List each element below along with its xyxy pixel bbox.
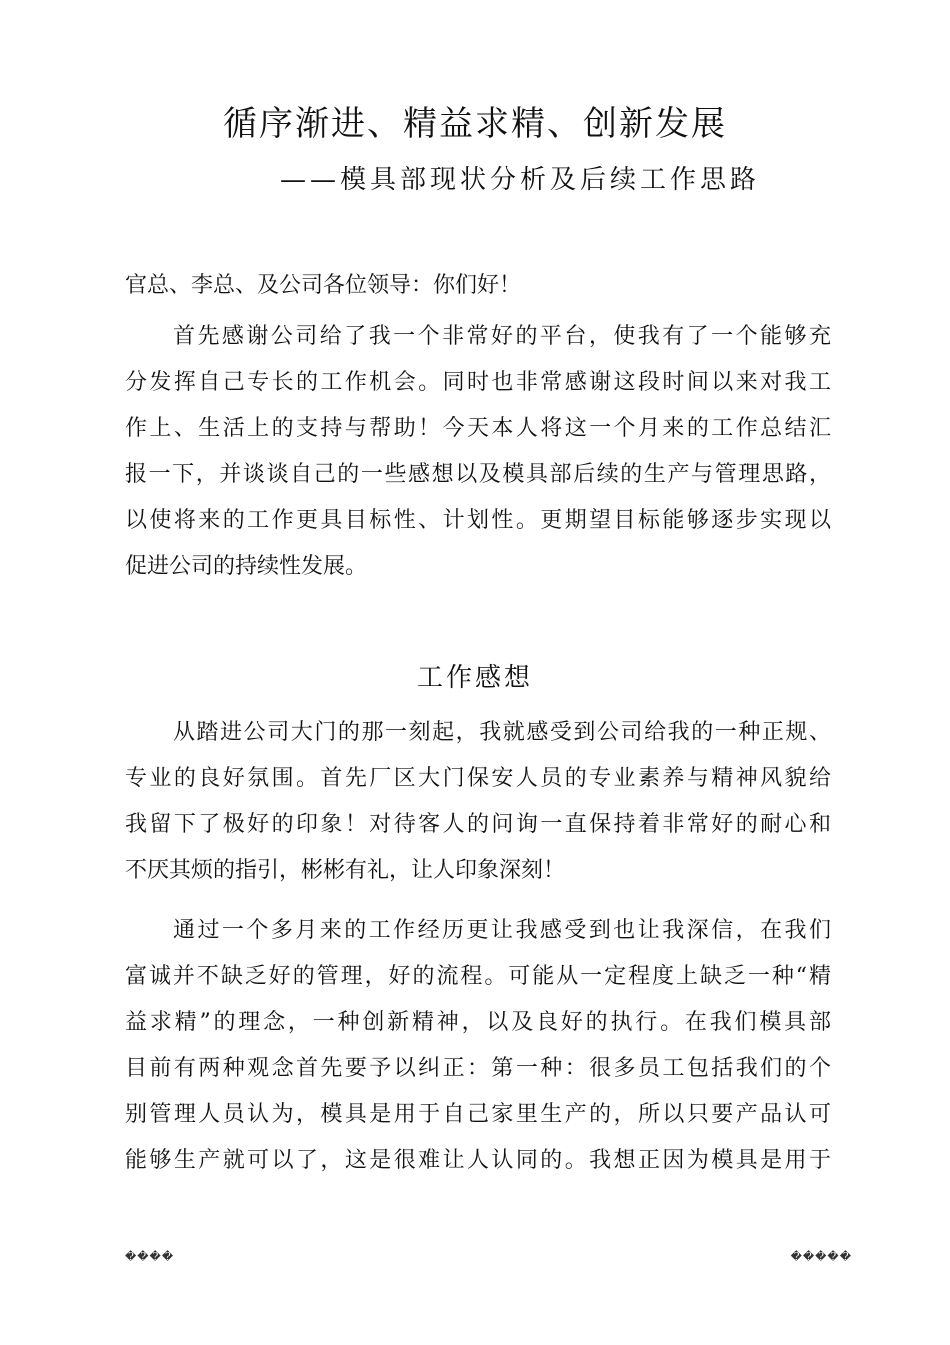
document-title: 循序渐进、精益求精、创新发展 <box>223 104 727 144</box>
footer-left-text: ���� <box>125 1250 175 1263</box>
intro-paragraph <box>125 314 831 590</box>
paragraph-line: 益求精”的理念，一种创新精神，以及良好的执行。在我们模具部 <box>125 1010 831 1035</box>
intro-line: 促进公司的持续性发展。 <box>125 554 368 579</box>
paragraph-line: 富诚并不缺乏好的管理，好的流程。可能从一定程度上缺乏一种“精 <box>125 964 831 989</box>
intro-line: 作上、生活上的支持与帮助！今天本人将这一个月来的工作总结汇 <box>125 416 831 441</box>
document-subtitle: ——模具部现状分析及后续工作思路 <box>279 165 760 195</box>
paragraph-line: 专业的良好氛围。首先厂区大门保安人员的专业素养与精神风貌给 <box>125 766 831 791</box>
section-title: 工作感想 <box>416 663 533 693</box>
intro-line: 报一下，并谈谈自己的一些感想以及模具部后续的生产与管理思路， <box>125 462 831 487</box>
footer-right-text: ����� <box>790 1250 852 1263</box>
paragraph-line: 通过一个多月来的工作经历更让我感受到也让我深信，在我们 <box>173 918 831 943</box>
paragraph-line: 目前有两种观念首先要予以纠正：第一种：很多员工包括我们的个 <box>125 1056 831 1081</box>
paragraph-line: 我留下了极好的印象！对待客人的问询一直保持着非常好的耐心和 <box>125 812 831 837</box>
salutation: 官总、李总、及公司各位领导：你们好！ <box>125 273 522 298</box>
paragraph-line: 不厌其烦的指引，彬彬有礼，让人印象深刻！ <box>125 858 566 883</box>
intro-line: 首先感谢公司给了我一个非常好的平台，使我有了一个能够充 <box>173 324 831 349</box>
intro-line: 以使将来的工作更具目标性、计划性。更期望目标能够逐步实现以 <box>125 508 831 533</box>
paragraph-line: 能够生产就可以了，这是很难让人认同的。我想正因为模具是用于 <box>125 1148 831 1173</box>
paragraph-line: 从踏进公司大门的那一刻起，我就感受到公司给我的一种正规、 <box>173 720 831 745</box>
intro-line: 分发挥自己专长的工作机会。同时也非常感谢这段时间以来对我工 <box>125 370 831 395</box>
body-paragraph-1 <box>125 710 831 894</box>
body-paragraph-2 <box>125 908 831 1184</box>
paragraph-line: 别管理人员认为，模具是用于自己家里生产的，所以只要产品认可 <box>125 1102 831 1127</box>
